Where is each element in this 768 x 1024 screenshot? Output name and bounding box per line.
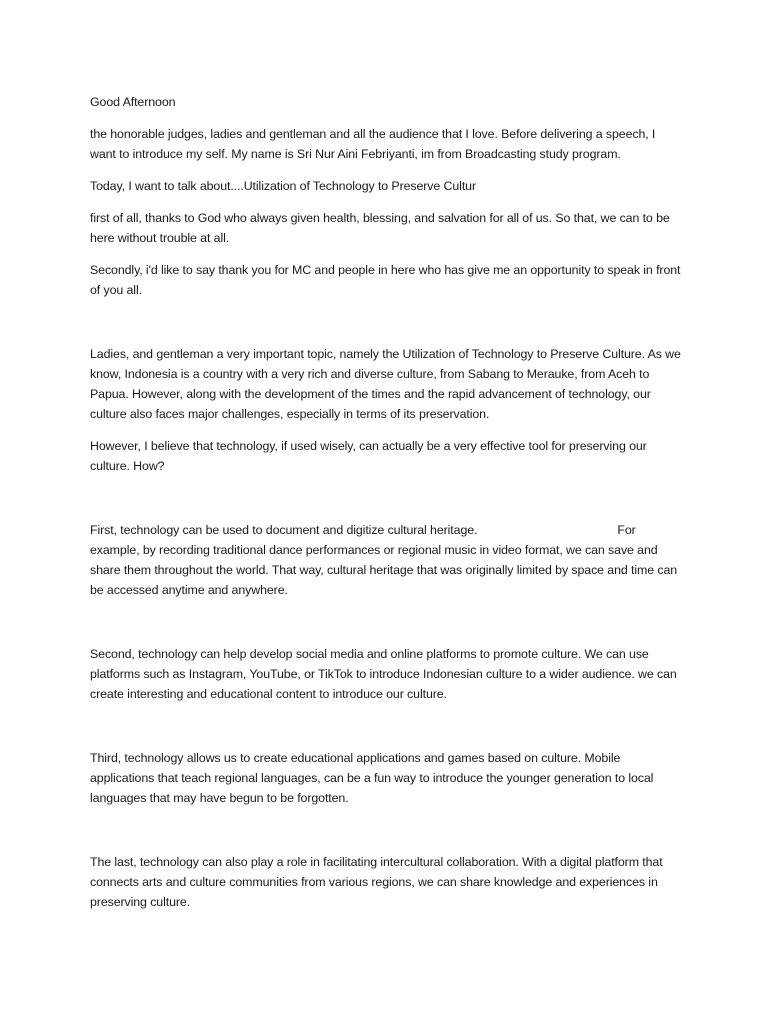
document-body xyxy=(90,92,682,912)
paragraph-introduction: the honorable judges, ladies and gentleman and all the audience that I love. Before delivering a speech, I want to introduce my self. My name is Sri Nur Aini Febriyanti, im from Broadcasting study program. xyxy=(90,127,656,161)
paragraph-thanks-god: first of all, thanks to God who always given health, blessing, and salvation for all of us. So that, we can to be here without trouble at all. xyxy=(90,211,670,245)
paragraph-important-topic: Ladies, and gentleman a very important topic, namely the Utilization of Technology to Preserve Culture. As we know, Indonesia is a country with a very rich and diverse culture, from Sabang to Merauke, from Aceh to Papua. However, along with the development of the times and the rapid advancement of technology, our culture also faces major challenges, especially in terms of its preservation. xyxy=(90,347,681,421)
paragraph-last-point: The last, technology can also play a role in facilitating intercultural collaboration. With a digital platform that connects arts and culture communities from various regions, we can share knowledge and experiences in preserving culture. xyxy=(90,855,663,909)
paragraph-belief: However, I believe that technology, if used wisely, can actually be a very effective tool for preserving our culture. How? xyxy=(90,439,647,473)
first-point-example: For example, by recording traditional dance performances or regional music in video format, we can save and share them throughout the world. That way, cultural heritage that was originally limited by space and time can be accessed anytime and anywhere. xyxy=(90,523,678,597)
paragraph-first-point xyxy=(90,520,682,600)
paragraph-thanks-mc: Secondly, i'd like to say thank you for MC and people in here who has give me an opportunity to speak in front of you all. xyxy=(90,263,681,297)
paragraph-second-point: Second, technology can help develop social media and online platforms to promote culture. We can use platforms such as Instagram, YouTube, or TikTok to introduce Indonesian culture to a wider audience. we can create interesting and educational content to introduce our culture. xyxy=(90,647,677,701)
greeting: Good Afternoon xyxy=(90,95,176,109)
paragraph-third-point: Third, technology allows us to create educational applications and games based on culture. Mobile applications that teach regional languages, can be a fun way to introduce the younger generation to local languages that may have begun to be forgotten. xyxy=(90,751,654,805)
paragraph-topic: Today, I want to talk about....Utilization of Technology to Preserve Cultur xyxy=(90,179,476,193)
first-point-lead: First, technology can be used to document and digitize cultural heritage. xyxy=(90,523,478,537)
